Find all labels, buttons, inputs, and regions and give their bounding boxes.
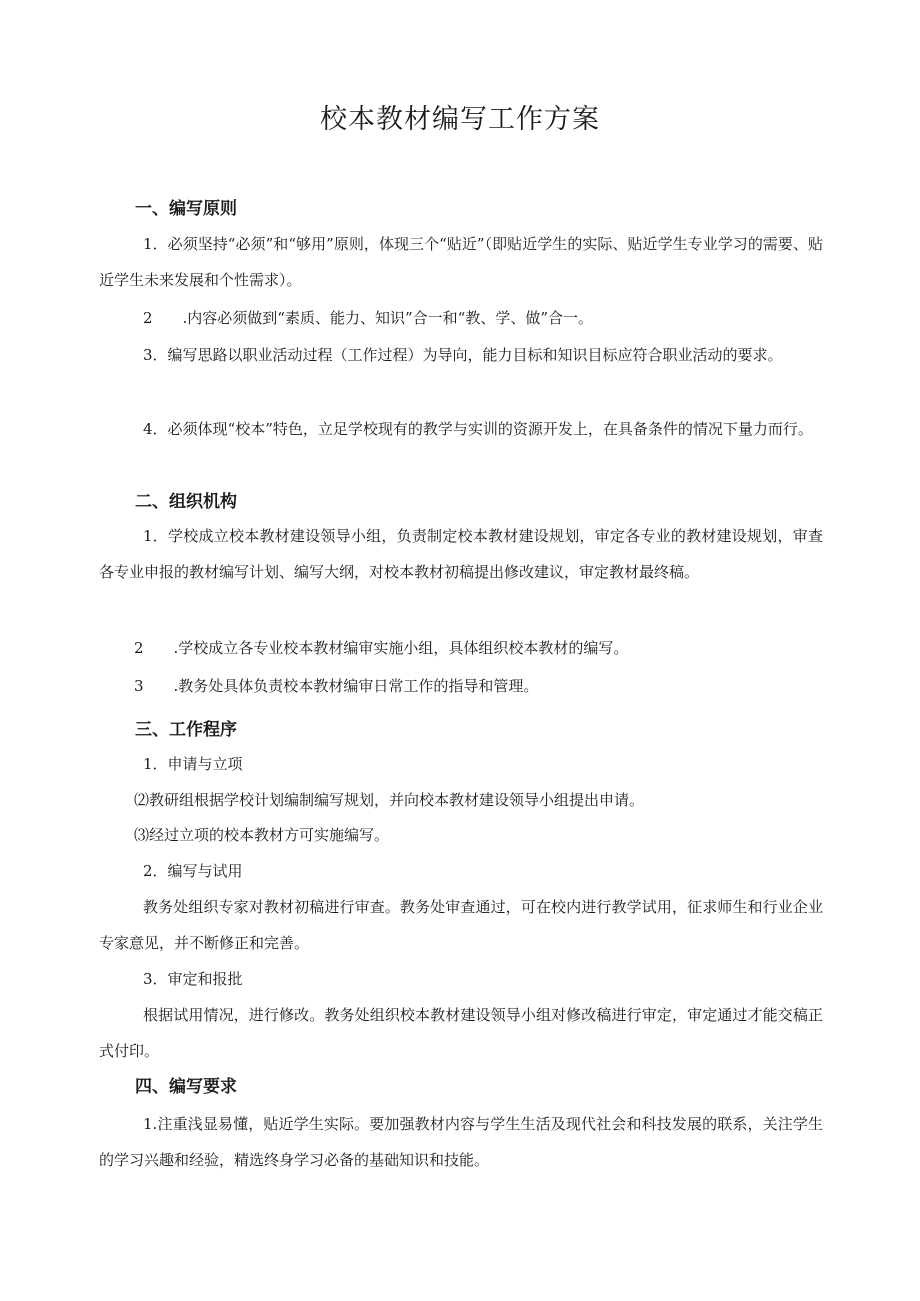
- procedure-step-3-label: 3．审定和报批: [143, 970, 243, 988]
- paragraph-procedure-approval: 根据试用情况，进行修改。教务处组织校本教材建设领导小组对修改稿进行审定，审定通过才能交稿正式付印。: [99, 1006, 823, 1060]
- paragraph-procedure-trial: 教务处组织专家对教材初稿进行审查。教务处审查通过，可在校内进行教学试用，征求师生和行业企业专家意见，并不断修正和完善。: [99, 898, 823, 952]
- paragraph-requirement-1: 1.注重浅显易懂，贴近学生实际。要加强教材内容与学生生活及现代社会和科技发展的联系，关注学生的学习兴趣和经验，精选终身学习必备的基础知识和技能。: [99, 1115, 823, 1169]
- procedure-item-3: ⑶经过立项的校本教材方可实施编写。: [134, 826, 390, 844]
- section-heading-principles: 一、编写原则: [135, 199, 237, 219]
- section-heading-procedure: 三、工作程序: [135, 720, 237, 740]
- section-heading-requirements: 四、编写要求: [135, 1077, 237, 1097]
- paragraph-principle-1: 1．必须坚持“必须”和“够用”原则，体现三个“贴近”（即贴近学生的实际、贴近学生专业学习的需要、贴近学生未来发展和个性需求）。: [99, 235, 823, 289]
- paragraph-principle-2: 2 .内容必须做到“素质、能力、知识”合一和“教、学、做”合一。: [143, 309, 593, 327]
- procedure-item-2: ⑵教研组根据学校计划编制编写规划，并向校本教材建设领导小组提出申请。: [134, 791, 645, 809]
- document-title: 校本教材编写工作方案: [320, 104, 600, 135]
- procedure-step-1-label: 1．申请与立项: [143, 755, 243, 773]
- paragraph-principle-4: 4．必须体现“校本”特色，立足学校现有的教学与实训的资源开发上，在具备条件的情况下量力而行。: [143, 420, 813, 438]
- paragraph-principle-3: 3．编写思路以职业活动过程（工作过程）为导向，能力目标和知识目标应符合职业活动的要求。: [143, 346, 783, 364]
- paragraph-organization-3: 3 .教务处具体负责校本教材编审日常工作的指导和管理。: [134, 677, 539, 695]
- paragraph-organization-2: 2 .学校成立各专业校本教材编审实施小组，具体组织校本教材的编写。: [134, 639, 629, 657]
- procedure-step-2-label: 2．编写与试用: [143, 862, 243, 880]
- paragraph-organization-1: 1．学校成立校本教材建设领导小组，负责制定校本教材建设规划，审定各专业的教材建设规划，审查各专业申报的教材编写计划、编写大纲，对校本教材初稿提出修改建议，审定教材最终稿。: [99, 527, 823, 581]
- section-heading-organization: 二、组织机构: [135, 492, 237, 512]
